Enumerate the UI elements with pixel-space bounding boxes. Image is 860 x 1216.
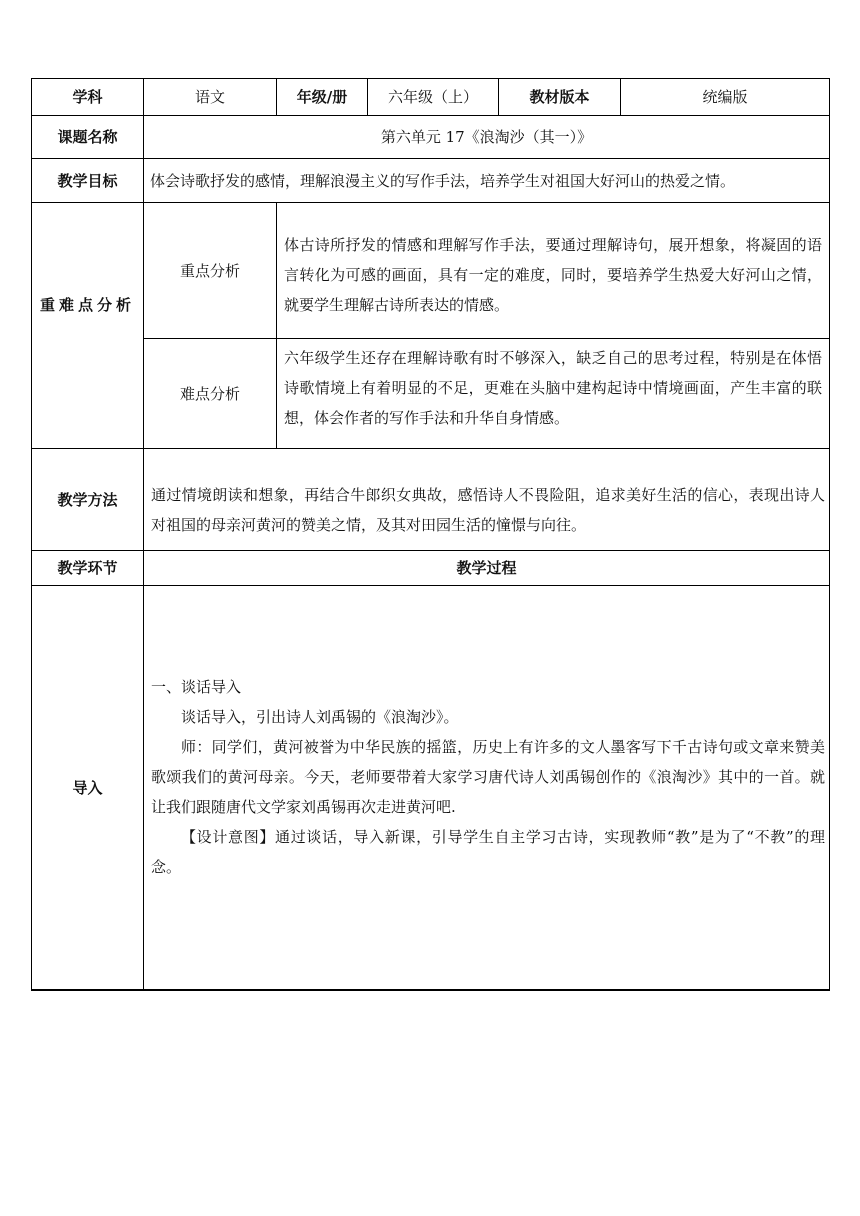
- teaching-goal-value: 体会诗歌抒发的感情，理解浪漫主义的写作手法，培养学生对祖国大好河山的热爱之情。: [150, 171, 736, 190]
- intro-content: [151, 672, 825, 932]
- subject-value: 语文: [194, 88, 225, 106]
- teaching-method-value: 通过情境朗读和想象，再结合牛郎织女典故，感悟诗人不畏险阻，追求美好生活的信心，表现出诗人对祖国的母亲河黄河的赞美之情，及其对田园生活的憧憬与向往。: [151, 486, 825, 534]
- teaching-stage-header: 教学环节: [57, 559, 118, 577]
- lesson-title-label: 课题名称: [57, 128, 118, 146]
- grade-label: 年级/册: [296, 88, 348, 106]
- edition-label: 教材版本: [529, 88, 590, 106]
- lesson-title-value: 第六单元 17《浪淘沙（其一）》: [380, 128, 593, 146]
- key-analysis-label: 重点分析: [179, 261, 240, 280]
- teaching-method-label: 教学方法: [57, 490, 118, 509]
- key-analysis-text: 体古诗所抒发的情感和理解写作手法，要通过理解诗句，展开想象，将凝固的语言转化为可感的画面，具有一定的难度，同时，要培养学生热爱大好河山之情，就要学生理解古诗所表达的情感。: [284, 236, 822, 314]
- edition-value: 统编版: [702, 88, 748, 106]
- teaching-process-header: 教学过程: [456, 559, 517, 577]
- intro-label: 导入: [72, 778, 103, 797]
- intro-paragraph-2: 师：同学们，黄河被誉为中华民族的摇篮，历史上有许多的文人墨客写下千古诗句或文章来赞美歌颂我们的黄河母亲。今天，老师要带着大家学习唐代诗人刘禹锡创作的《浪淘沙》其中的一首。就让我们跟随唐代文学家刘禹锡再次走进黄河吧.: [151, 738, 825, 816]
- subject-label: 学科: [72, 88, 103, 106]
- teaching-goal-label: 教学目标: [57, 171, 118, 190]
- difficult-analysis-label: 难点分析: [179, 384, 240, 403]
- intro-design-intent: 【设计意图】通过谈话，导入新课，引导学生自主学习古诗，实现教师“教”是为了“不教”的理念。: [151, 828, 825, 876]
- intro-heading: 一、谈话导入: [151, 678, 242, 696]
- grade-value: 六年级（上）: [387, 88, 478, 106]
- intro-paragraph-1: 谈话导入，引出诗人刘禹锡的《浪淘沙》。: [181, 708, 459, 726]
- analysis-label: 重难点分析: [40, 296, 136, 314]
- difficult-analysis-text: 六年级学生还存在理解诗歌有时不够深入，缺乏自己的思考过程，特别是在体悟诗歌情境上有着明显的不足，更难在头脑中建构起诗中情境画面，产生丰富的联想，体会作者的写作手法和升华自身情感。: [284, 349, 822, 427]
